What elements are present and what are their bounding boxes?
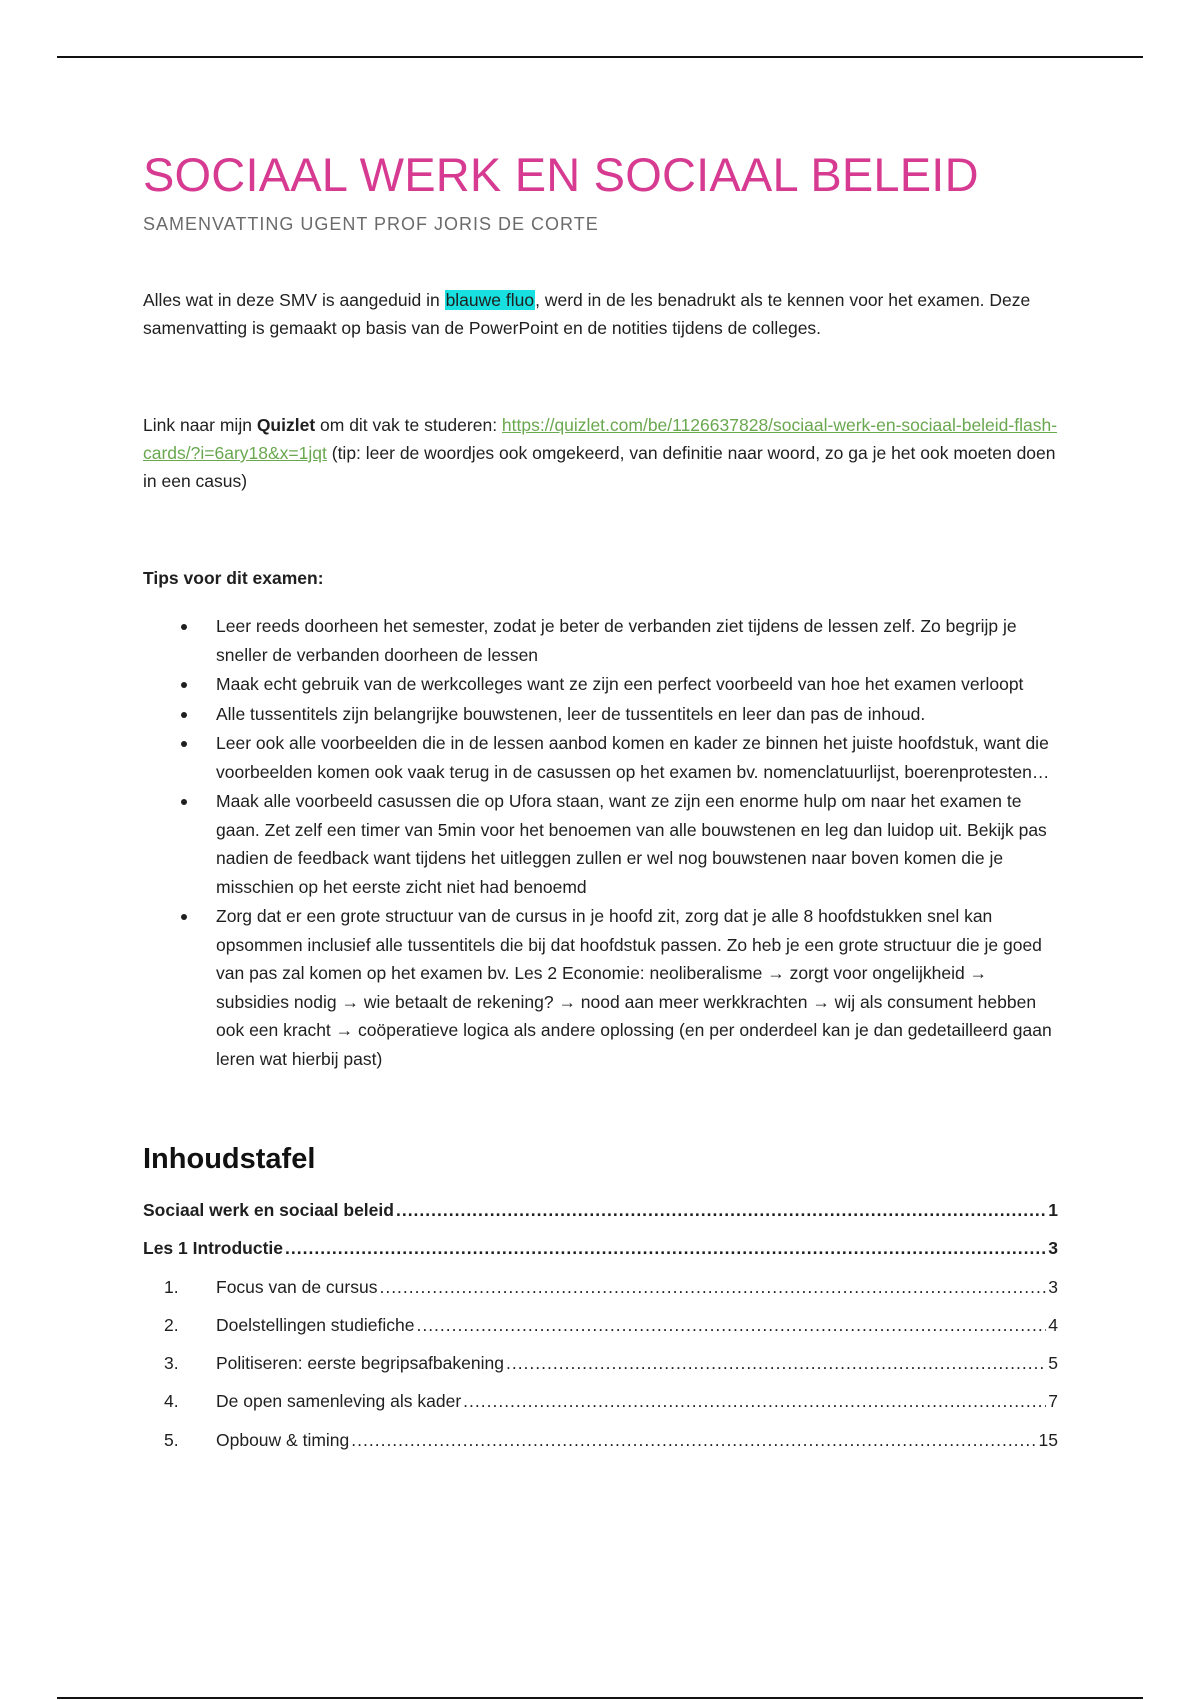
document-subtitle: SAMENVATTING UGENT PROF JORIS DE CORTE: [143, 214, 599, 234]
tip-text: Zorg dat er een grote structuur van de cursus in je hoofd zit, zorg dat je alle 8 hoofdstukken snel kan opsommen inclusief alle tussentitels die bij dat hoofdstuk passen. Zo heb je een grote structuur die je goed van pas zal komen op het examen bv. Les 2 Economie: neoliberalisme → zorgt voor ongelijkheid → subsidies nodig → wie betaalt de rekening? → nood aan meer werkkrachten → wij als consument hebben ook een kracht → coöperatieve logica als andere oplossing (en per onderdeel kan je dan gedetailleerd gaan leren wat hierbij past): [216, 906, 1052, 1069]
toc-leader-dots: [285, 1236, 1046, 1260]
toc-entry-page: 3: [1048, 1276, 1058, 1297]
toc-leader-dots: [351, 1428, 1036, 1452]
quizlet-paragraph: [143, 411, 1058, 495]
toc-entry-number: 3.: [164, 1353, 179, 1374]
toc-entry[interactable]: [143, 1389, 1058, 1427]
quizlet-text-before: Link naar mijn: [143, 415, 257, 435]
tip-item: [143, 700, 1058, 729]
quizlet-text-after: (tip: leer de woordjes ook omgekeerd, van definitie naar woord, zo ga je het ook moeten doen in een casus): [143, 443, 1056, 491]
toc-entry-text: Sociaal werk en sociaal beleid: [143, 1200, 394, 1220]
toc-entry-number: 5.: [164, 1429, 179, 1450]
quizlet-text-middle: om dit vak te studeren:: [315, 415, 502, 435]
toc-entry[interactable]: [143, 1198, 1058, 1236]
toc-entry-text: Doelstellingen studiefiche: [216, 1314, 415, 1335]
bullet-icon: [181, 624, 187, 630]
intro-text-after: , werd in de les benadrukt als te kennen voor het examen. Deze samenvatting is gemaakt op basis van de PowerPoint en de notities tijdens de colleges.: [143, 290, 1031, 338]
tip-item: [143, 612, 1058, 669]
toc-entry-number: 1.: [164, 1276, 179, 1297]
tip-item: [143, 729, 1058, 786]
bottom-rule: [57, 1697, 1143, 1699]
toc-entry[interactable]: [143, 1428, 1058, 1466]
toc-entry-text: Focus van de cursus: [216, 1276, 378, 1297]
toc-entry-text: De open samenleving als kader: [216, 1391, 462, 1412]
bullet-icon: [181, 914, 187, 920]
bullet-icon: [181, 741, 187, 747]
quizlet-link[interactable]: https://quizlet.com/be/1126637828/sociaal-werk-en-sociaal-beleid-flash-cards/?i=6ary18&x=1jqt: [143, 415, 1058, 463]
toc-title: Inhoudstafel: [143, 1143, 316, 1175]
tip-text: Maak alle voorbeeld casussen die op Ufora staan, want ze zijn een enorme hulp om naar het examen te gaan. Zet zelf een timer van 5min voor het benoemen van alle bouwstenen en leg dan luidop uit. Bekijk pas nadien de feedback want tijdens het uitleggen zullen er wel nog bouwstenen naar boven komen die je misschien op het eerste zicht niet had benoemd: [216, 791, 1047, 897]
tips-heading: Tips voor dit examen:: [143, 568, 324, 588]
intro-text-before: Alles wat in deze SMV is aangeduid in: [143, 290, 445, 310]
toc-entry[interactable]: [143, 1351, 1058, 1389]
toc-entry-page: 7: [1048, 1391, 1058, 1412]
tip-item: [143, 670, 1058, 699]
toc-entry-page: 3: [1048, 1238, 1058, 1259]
quizlet-bold: Quizlet: [256, 415, 316, 435]
toc-leader-dots: [396, 1198, 1046, 1222]
toc-entry-page: 1: [1048, 1200, 1058, 1220]
bullet-icon: [181, 712, 187, 718]
tip-item: [143, 902, 1058, 1073]
toc-entry-number: 2.: [164, 1314, 179, 1335]
tip-text: Leer ook alle voorbeelden die in de lessen aanbod komen en kader ze binnen het juiste hoofdstuk, want die voorbeelden komen ook vaak terug in de casussen op het examen bv. nomenclatuurlijst, boerenprotesten…: [216, 733, 1050, 782]
toc-entry-text: Opbouw & timing: [216, 1429, 350, 1450]
toc-entry-text: Politiseren: eerste begripsafbakening: [216, 1353, 504, 1374]
tip-text: Leer reeds doorheen het semester, zodat je beter de verbanden ziet tijdens de lessen zelf. Zo begrijp je sneller de verbanden doorheen de lessen: [216, 616, 1017, 665]
tips-list: [143, 612, 1058, 1073]
toc-leader-dots: [506, 1351, 1046, 1375]
tip-text: Maak echt gebruik van de werkcolleges want ze zijn een perfect voorbeeld van hoe het examen verloopt: [216, 674, 1024, 694]
toc-entry-page: 4: [1048, 1314, 1058, 1335]
toc-entry[interactable]: [143, 1275, 1058, 1313]
toc-leader-dots: [379, 1275, 1046, 1299]
toc-entry-page: 5: [1048, 1353, 1058, 1374]
document-title: SOCIAAL WERK EN SOCIAAL BELEID: [143, 148, 979, 201]
toc-entry-page: 15: [1038, 1429, 1058, 1450]
table-of-contents: [143, 1198, 1058, 1466]
toc-entry[interactable]: [143, 1313, 1058, 1351]
tip-text: Alle tussentitels zijn belangrijke bouwstenen, leer de tussentitels en leer dan pas de inhoud.: [216, 703, 926, 724]
highlight-blue-fluo: blauwe fluo: [445, 290, 535, 310]
toc-entry-text: Les 1 Introductie: [143, 1238, 284, 1259]
bullet-icon: [181, 799, 187, 805]
toc-entry-number: 4.: [164, 1391, 179, 1412]
bullet-icon: [181, 682, 187, 688]
intro-paragraph: [143, 286, 1058, 342]
tip-item: [143, 787, 1058, 901]
toc-leader-dots: [416, 1313, 1046, 1337]
toc-entry[interactable]: [143, 1236, 1058, 1274]
top-rule: [57, 56, 1143, 58]
toc-leader-dots: [463, 1389, 1046, 1413]
document-body: [143, 148, 1058, 1466]
